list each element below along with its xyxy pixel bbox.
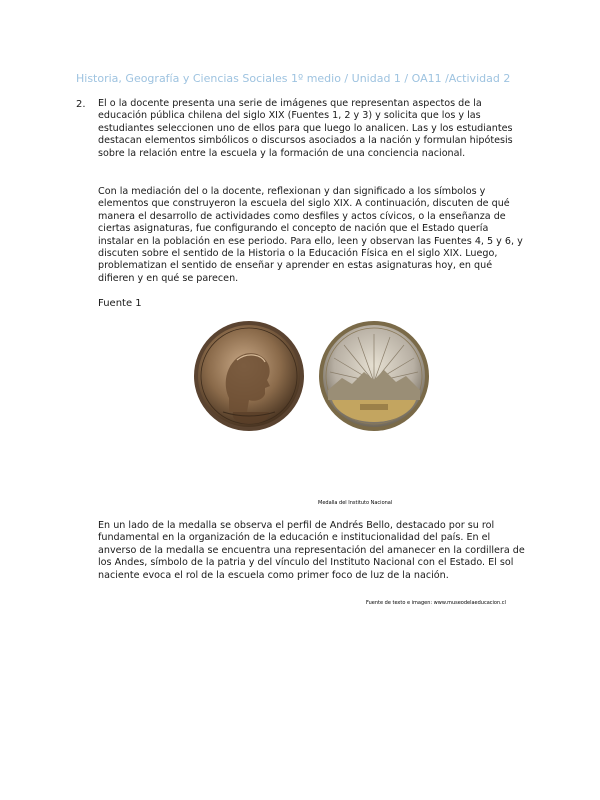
medal-sunrise-image (318, 320, 430, 432)
source-credit: Fuente de texto e imagen: www.museodelaeducacion.cl (366, 600, 506, 606)
source-description: En un lado de la medalla se observa el perfil de Andrés Bello, destacado por su rol fundamental en la organización de la educación e institucionalidad del país. En el anverso de la medalla se encuentra una representación del amanecer en la cordillera de los Andes, símbolo de la patria y del vínculo del Instituto Nacional con el Estado. El sol naciente evoca el rol de la escuela como primer foco de luz de la nación. (98, 520, 525, 581)
page-header: Historia, Geografía y Ciencias Sociales 1º medio / Unidad 1 / OA11 /Actividad 2 (76, 72, 511, 85)
medal-sunrise-graphic (318, 320, 430, 432)
activity-paragraph-2: Con la mediación del o la docente, reflexionan y dan significado a los símbolos y elementos que construyeron la escuela del siglo XIX. A continuación, discuten de qué manera el desarrollo de actividades como desfiles y actos cívicos, o la enseñanza de ciertas asignaturas, fue configurando el concepto de nación que el Estado quería instalar en la población en ese periodo. Para ello, leen y observan las Fuentes 4, 5 y 6, y discuten sobre el sentido de la Historia o la Educación Física en el siglo XIX. Luego, problematizan el sentido de enseñar y aprender en estas asignaturas hoy, en qué difieren y en qué se parecen. (98, 186, 523, 284)
image-caption: Medalla del Instituto Nacional (318, 500, 393, 506)
medal-portrait-graphic (193, 320, 305, 432)
source-label: Fuente 1 (98, 298, 142, 309)
medal-portrait-image (193, 320, 305, 432)
activity-paragraph-1: El o la docente presenta una serie de imágenes que representan aspectos de la educación pública chilena del siglo XIX (Fuentes 1, 2 y 3) y solicita que los y las estudiantes seleccionen uno de ellos para que luego lo analicen. Las y los estudiantes destacan elementos simbólicos o discursos asociados a la nación y formulan hipótesis sobre la relación entre la escuela y la formación de una conciencia nacional. (98, 98, 513, 159)
activity-number: 2. (76, 99, 86, 110)
